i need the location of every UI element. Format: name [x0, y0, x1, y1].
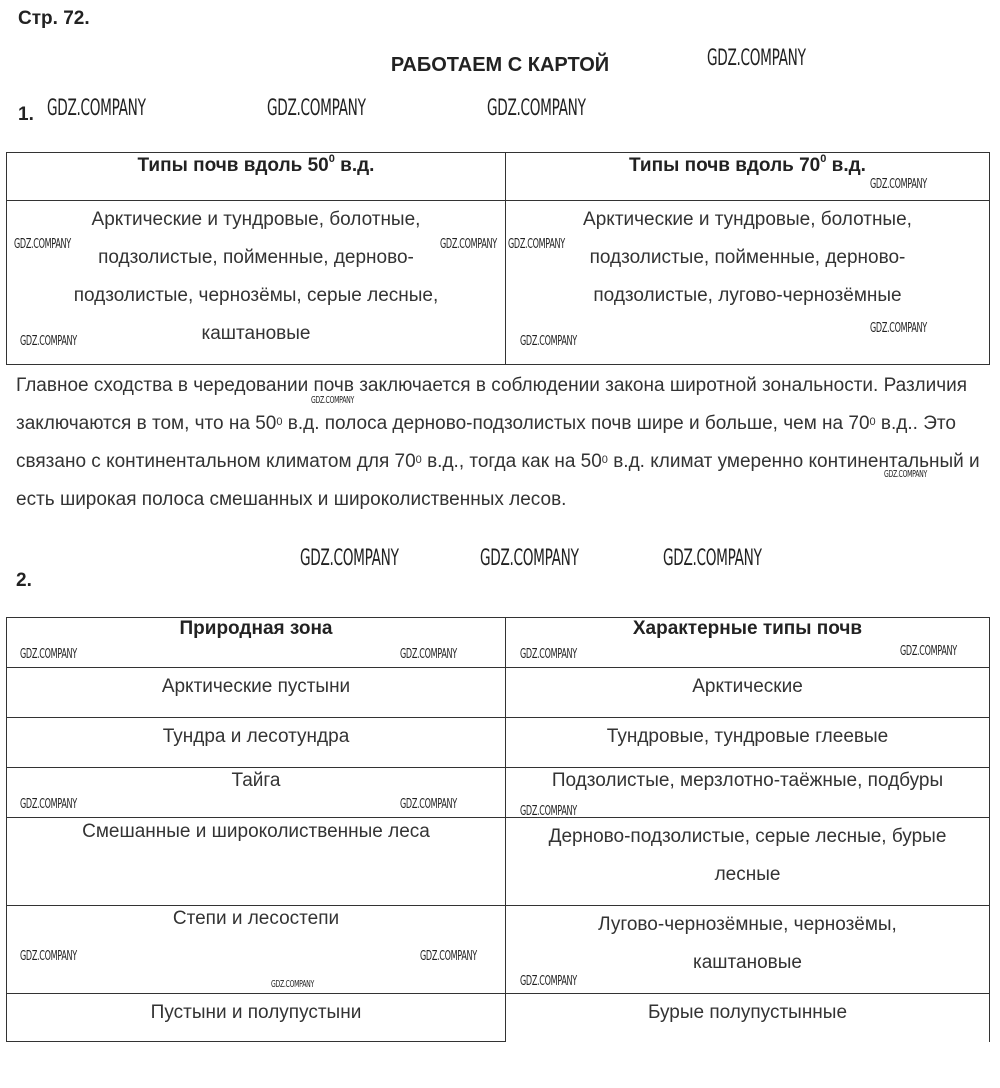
- task-2-number: 2.: [16, 570, 32, 591]
- page-number: Стр. 72.: [18, 8, 90, 29]
- degree-sup: 0: [328, 153, 335, 165]
- soils-cell: Арктические: [506, 668, 990, 718]
- cell-line: Арктические и тундровые, болотные,: [583, 209, 912, 230]
- cell-70: [506, 201, 990, 365]
- cell-line: подзолистые, пойменные, дерново-: [98, 247, 414, 268]
- header-50: [7, 153, 506, 201]
- degree-sup: 0: [601, 454, 608, 466]
- watermark: GDZ.COMPANY: [520, 334, 577, 349]
- answer-paragraph: [16, 367, 991, 519]
- watermark: GDZ.COMPANY: [900, 644, 957, 659]
- soils-cell: Дерново-подзолистые, серые лесные, бурые лесные: [506, 818, 990, 906]
- soils-cell: Лугово-чернозёмные, чернозёмы, каштановые: [506, 906, 990, 994]
- degree-sup: 0: [869, 416, 876, 428]
- watermark: GDZ.COMPANY: [47, 96, 146, 121]
- cell-50: [7, 201, 506, 365]
- page-title: РАБОТАЕМ С КАРТОЙ: [390, 54, 610, 76]
- zone-cell: Тундра и лесотундра: [7, 718, 506, 768]
- watermark: GDZ.COMPANY: [300, 546, 399, 571]
- para-text: в.д.. Это связано с континентальном климатом для 70: [16, 413, 956, 472]
- degree-sup: 0: [415, 454, 422, 466]
- watermark: GDZ.COMPANY: [884, 469, 927, 480]
- zone-cell: Степи и лесостепи: [7, 906, 506, 994]
- watermark: GDZ.COMPANY: [870, 177, 927, 192]
- header-zone: Природная зона: [7, 618, 506, 668]
- watermark: GDZ.COMPANY: [267, 96, 366, 121]
- soils-cell: Бурые полупустынные: [506, 994, 990, 1042]
- para-text: в.д. полоса дерново-подзолистых почв шире и больше, чем на 70: [282, 413, 870, 434]
- cell-line: каштановые: [201, 323, 311, 344]
- header-suffix: в.д.: [334, 155, 375, 176]
- watermark: GDZ.COMPANY: [420, 949, 477, 964]
- watermark: GDZ.COMPANY: [520, 804, 577, 819]
- watermark: GDZ.COMPANY: [271, 979, 314, 990]
- cell-line: подзолистые, лугово-чернозёмные: [593, 285, 902, 306]
- watermark: GDZ.COMPANY: [707, 46, 806, 71]
- degree-sup: 0: [820, 153, 827, 165]
- watermark: GDZ.COMPANY: [20, 647, 77, 662]
- cell-line: Арктические и тундровые, болотные,: [91, 209, 421, 230]
- watermark: GDZ.COMPANY: [20, 334, 77, 349]
- watermark: GDZ.COMPANY: [480, 546, 579, 571]
- watermark: GDZ.COMPANY: [311, 395, 354, 406]
- header-deg: 70: [799, 155, 821, 176]
- cell-line: подзолистые, пойменные, дерново-: [589, 247, 906, 268]
- watermark: GDZ.COMPANY: [520, 647, 577, 662]
- watermark: GDZ.COMPANY: [400, 797, 457, 812]
- watermark: GDZ.COMPANY: [14, 237, 71, 252]
- header-soils: Характерные типы почв: [506, 618, 990, 668]
- cell-line: подзолистые, чернозёмы, серые лесные,: [73, 285, 439, 306]
- watermark: GDZ.COMPANY: [520, 974, 577, 989]
- watermark: GDZ.COMPANY: [400, 647, 457, 662]
- zones-table: [6, 617, 990, 1042]
- watermark: GDZ.COMPANY: [870, 321, 927, 336]
- task-1-number: 1.: [18, 104, 34, 125]
- para-text: в.д., тогда как на 50: [421, 451, 602, 472]
- header-text: Типы почв вдоль: [137, 155, 308, 176]
- watermark: GDZ.COMPANY: [20, 797, 77, 812]
- para-text: в.д. климат умеренно континентальный и есть широкая полоса смешанных и широколиственных лесов.: [16, 451, 980, 510]
- zone-cell: Пустыни и полупустыни: [7, 994, 506, 1042]
- soils-cell: Тундровые, тундровые глеевые: [506, 718, 990, 768]
- soils-cell: Подзолистые, мерзлотно-таёжные, подбуры: [506, 768, 990, 818]
- degree-sup: 0: [276, 416, 283, 428]
- zone-cell: Арктические пустыни: [7, 668, 506, 718]
- header-suffix: в.д.: [826, 155, 866, 176]
- soil-types-table: [6, 152, 990, 365]
- watermark: GDZ.COMPANY: [508, 237, 565, 252]
- zone-cell: Тайга: [7, 768, 506, 818]
- watermark: GDZ.COMPANY: [20, 949, 77, 964]
- zone-cell: Смешанные и широколиственные леса: [7, 818, 506, 906]
- watermark: GDZ.COMPANY: [663, 546, 762, 571]
- watermark: GDZ.COMPANY: [487, 96, 586, 121]
- para-text: Главное сходства в чередовании почв заключается в соблюдении закона широтной зональности. Различия заключаются в том, что на 50: [16, 375, 967, 434]
- watermark: GDZ.COMPANY: [440, 237, 497, 252]
- header-text: Типы почв вдоль: [629, 155, 800, 176]
- header-deg: 50: [307, 155, 329, 176]
